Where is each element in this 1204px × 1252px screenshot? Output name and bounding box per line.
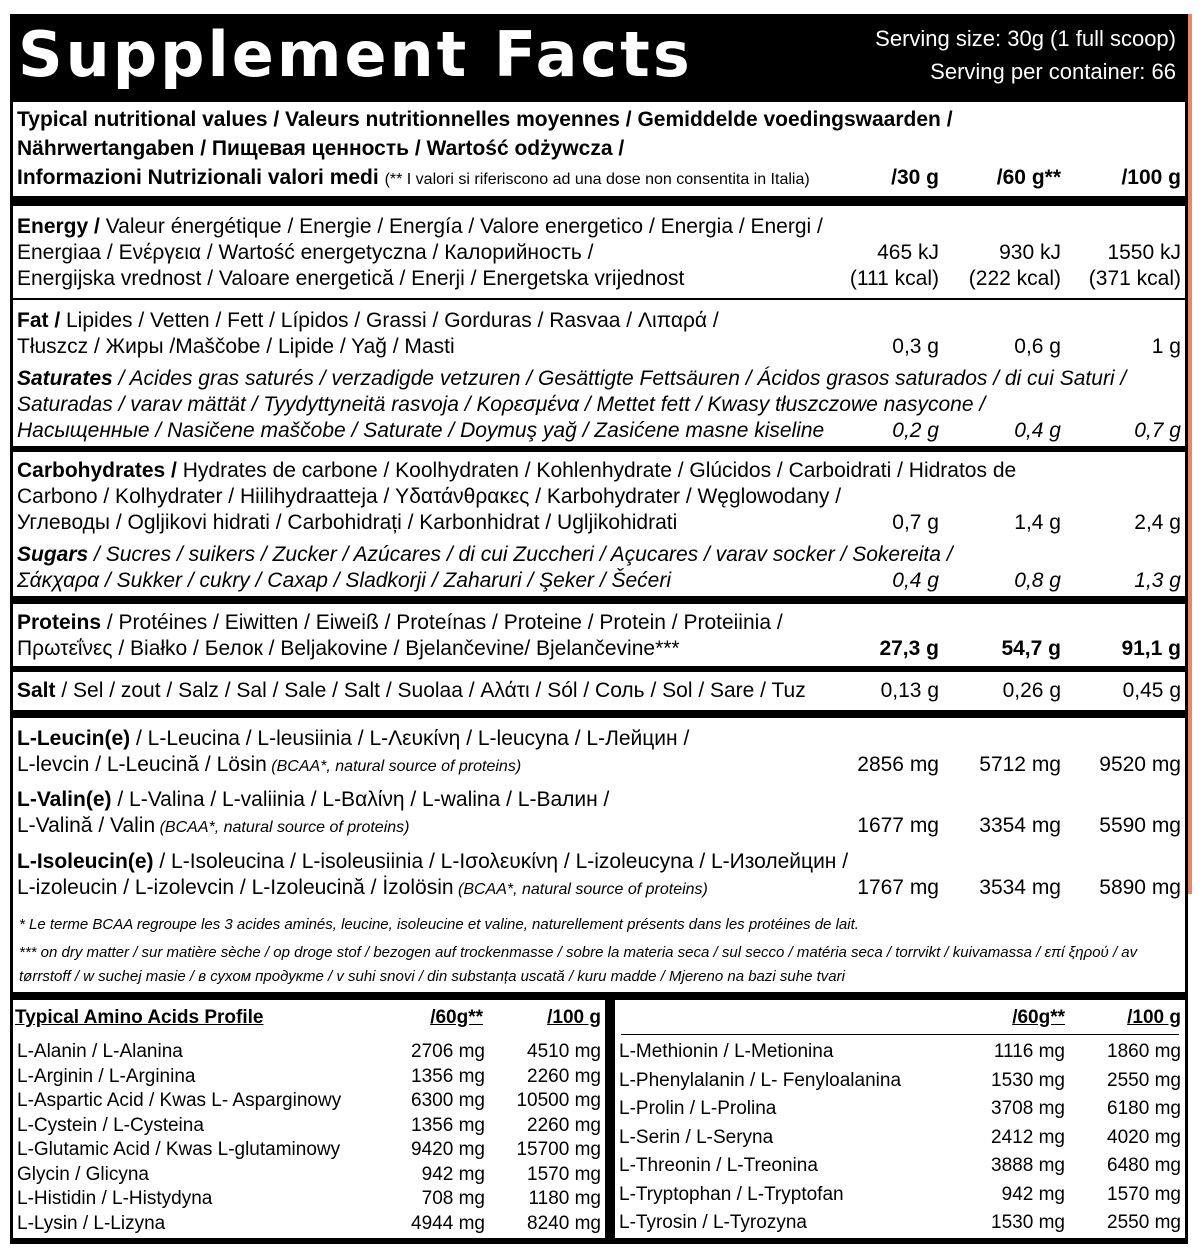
carbs-line-3: Углеводы / Ogljikovi hidrati / Carbohidrați / Karbonhidrat / Ugljikohidrati [17,511,678,534]
amino-acid-value-100g: 4020 mg [1107,1126,1181,1148]
energy-line-1: Energy / Valeur énergétique / Energie / Energía / Valore energetico / Energia / Energi / [17,215,823,238]
amino-acid-name: L-Phenylalanin / L- Fenyloalanina [619,1069,902,1091]
saturates-100: 0,7 g [1134,419,1181,442]
energy-kj-100: 1550 kJ [1107,241,1181,264]
amino-acid-name: L-Aspartic Acid / Kwas L- Asparginowy [17,1090,342,1111]
leucine-line-2: L-levcin / L-Leucină / Lösin (BCAA*, natural source of proteins) [17,753,522,776]
amino-right-col100-header: /100 g [1127,1007,1181,1028]
amino-acid-name: L-Serin / L-Seryna [619,1126,774,1148]
valine-line-1: L-Valin(e) / L-Valina / L-valiinia / L-Βαλίνη / L-walina / L-Валин / [17,788,610,811]
energy-kcal-100: (371 kcal) [1088,267,1181,290]
amino-acid-name: L-Methionin / L-Metionina [619,1041,834,1062]
amino-acid-value-100g: 1180 mg [528,1188,601,1209]
proteins-100: 91,1 g [1121,637,1181,660]
leucine-30: 2856 mg [857,753,939,776]
amino-acid-value-100g: 2260 mg [527,1065,601,1087]
amino-acid-name: L-Cystein / L-Cysteina [17,1114,204,1136]
saturates-60: 0,4 g [1014,419,1061,442]
amino-acid-value-100g: 1570 mg [1107,1183,1181,1205]
bcaa-section [13,718,1185,992]
panel-header [10,14,1188,100]
amino-acid-name: L-Threonin / L-Treonina [619,1155,818,1176]
proteins-line-2: Πρωτεΐνες / Białko / Белок / Beljakovine / Bjelančevine/ Bjelančevine*** [17,637,680,660]
header-line-2: Nährwertangaben / Пищевая ценность / Wartość odżywcza / [17,137,625,160]
energy-line-3: Energijska vrednost / Valoare energetică / Enerji / Energetska vrijednost [17,267,685,290]
header-line-1: Typical nutritional values / Valeurs nutritionnelles moyennes / Gemiddelde voedingswaarden / [17,108,953,131]
amino-acid-value-60g: 4944 mg [411,1212,485,1234]
valine-line-2: L-Valină / Valin (BCAA*, natural source of proteins) [17,814,410,837]
saturates-line-3: Насыщенные / Nasičene maščobe / Saturate / Doymuş yağ / Zasićene masne kiseline [17,419,825,442]
amino-acid-value-60g: 9420 mg [411,1139,485,1160]
amino-right-col60-header: /60g** [1012,1007,1065,1028]
proteins-30: 27,3 g [879,637,939,660]
sugars-line-2: Σάκχαρα / Sukker / cukry / Сахар / Sladkorji / Zaharuri / Şeker / Šećeri [17,569,672,592]
amino-acid-value-60g: 708 mg [421,1188,485,1209]
isoleucine-30: 1767 mg [857,876,939,899]
amino-acid-name: L-Glutamic Acid / Kwas L-glutaminowy [17,1139,341,1160]
amino-acid-value-60g: 2412 mg [991,1126,1065,1148]
serving-info [875,22,1176,88]
leucine-100: 9520 mg [1099,753,1181,776]
amino-acid-value-60g: 1530 mg [991,1212,1065,1233]
sugars-100: 1,3 g [1134,569,1181,592]
dry-matter-footnote-2: tørrstoff / w suchej masie / в сухом продукте / v suhi snovi / din substanța uscată / kuru madde / Mjereno na bazi suhe tvari [19,968,845,985]
amino-acid-value-60g: 942 mg [1001,1183,1065,1205]
amino-acid-value-60g: 1116 mg [993,1041,1065,1062]
amino-acid-value-60g: 6300 mg [411,1090,485,1111]
fat-30: 0,3 g [892,335,939,358]
energy-section [13,206,1185,298]
carbs-30: 0,7 g [892,511,939,534]
amino-acid-value-60g: 3888 mg [991,1155,1065,1176]
bcaa-footnote: * Le terme BCAA regroupe les 3 acides aminés, leucine, isoleucine et valine, naturellement présents dans les protéines de lait. [19,916,859,933]
amino-acid-name: L-Alanin / L-Alanina [17,1041,183,1062]
carbs-100: 2,4 g [1134,511,1181,534]
amino-acid-value-60g: 1530 mg [991,1069,1065,1091]
amino-acid-value-100g: 2550 mg [1107,1212,1181,1233]
nutrition-header-section [13,102,1185,196]
supplement-facts-panel [10,14,1188,1244]
amino-acid-value-100g: 10500 mg [516,1090,601,1111]
amino-acid-value-60g: 2706 mg [411,1041,485,1062]
col-100g-header: /100 g [1121,166,1181,189]
energy-kj-30: 465 kJ [877,241,939,264]
amino-acid-name: L-Tyrosin / L-Tyrozyna [619,1212,807,1233]
saturates-line-1: Saturates / Acides gras saturés / verzadigde vetzuren / Gesättigte Fettsäuren / Ácidos grasos saturados / di cui Saturi / [17,367,1127,390]
energy-line-2: Energiaa / Ενέργεια / Wartość energetyczna / Калорийность / [17,241,594,264]
isoleucine-60: 3534 mg [979,876,1061,899]
salt-line: Salt / Sel / zout / Salz / Sal / Sale / Salt / Suolaa / Αλάτι / Sól / Соль / Sol / Sare / Tuz [17,679,806,702]
carbs-line-1: Carbohydrates / Hydrates de carbone / Koolhydraten / Kohlenhydrate / Glúcidos / Carboidrati / Hidratos de [17,459,1017,482]
saturates-30: 0,2 g [892,419,939,442]
proteins-line-1: Proteins / Protéines / Eiwitten / Eiweiß / Proteínas / Proteine / Protein / Proteiinia / [17,611,783,634]
valine-100: 5590 mg [1099,814,1181,837]
amino-profile-title: Typical Amino Acids Profile [15,1007,264,1028]
carbs-line-2: Carbono / Kolhydrater / Hiilihydraatteja / Υδατάνθρακες / Karbohydrater / Węglowodany / [17,485,842,508]
salt-100: 0,45 g [1122,679,1181,702]
amino-right-divider [621,1034,1179,1035]
salt-section [13,672,1185,710]
amino-acid-value-100g: 2260 mg [527,1114,601,1136]
col-60g-header: /60 g** [996,166,1061,189]
amino-acid-value-100g: 2550 mg [1107,1069,1181,1091]
amino-acid-value-60g: 1356 mg [411,1065,485,1087]
carbs-60: 1,4 g [1014,511,1061,534]
amino-acid-name: L-Histidin / L-Histydyna [17,1188,213,1209]
amino-acid-name: Glycin / Glicyna [17,1163,149,1185]
amino-acid-value-60g: 1356 mg [411,1114,485,1136]
fat-line-2: Tłuszcz / Жиры /Maščobe / Lipide / Yağ / Masti [17,335,455,358]
amino-acid-name: L-Prolin / L-Prolina [619,1098,777,1119]
sugars-30: 0,4 g [892,569,939,592]
salt-30: 0,13 g [880,679,939,702]
amino-acid-value-100g: 4510 mg [527,1041,601,1062]
amino-profile-right [615,1000,1185,1238]
valine-30: 1677 mg [857,814,939,837]
isoleucine-100: 5890 mg [1099,876,1181,899]
servings-per-container: Serving per container: 66 [930,59,1176,84]
dry-matter-footnote-1: *** on dry matter / sur matière sèche / op droge stof / bezogen auf trockenmasse / sobre la materia seca / sul secco / matéria seca / torrvikt / kuivamassa / επί ξηρού / av [19,944,1138,961]
amino-acid-value-100g: 15700 mg [516,1139,601,1160]
fat-line-1: Fat / Lipides / Vetten / Fett / Lípidos / Grassi / Gorduras / Rasvaa / Λιπαρά / [17,309,719,332]
proteins-section [13,604,1185,666]
fat-100: 1 g [1151,335,1181,358]
amino-left-col100-header: /100 g [547,1007,601,1028]
orange-edge-strip [1188,14,1192,894]
amino-acid-name: L-Tryptophan / L-Tryptofan [619,1183,844,1205]
amino-acid-value-100g: 8240 mg [527,1212,601,1234]
amino-acid-value-60g: 3708 mg [991,1098,1065,1119]
amino-acid-value-100g: 6480 mg [1107,1155,1181,1176]
fat-section [13,300,1185,446]
sugars-line-1: Sugars / Sucres / suikers / Zucker / Azúcares / di cui Zuccheri / Açucares / varav socker / Sokereita / [17,543,953,566]
amino-profile-left [13,1000,605,1238]
amino-acid-name: L-Lysin / L-Lizyna [17,1212,166,1234]
proteins-60: 54,7 g [1001,637,1061,660]
leucine-line-1: L-Leucin(e) / L-Leucina / L-leusiinia / L-Λευκίνη / L-leucyna / L-Лейцин / [17,727,690,750]
sugars-60: 0,8 g [1014,569,1061,592]
amino-acid-value-100g: 6180 mg [1107,1098,1181,1119]
amino-acid-name: L-Arginin / L-Arginina [17,1065,196,1087]
amino-acid-value-60g: 942 mg [421,1163,485,1185]
serving-size: Serving size: 30g (1 full scoop) [875,26,1176,51]
page-title: Supplement Facts [18,18,693,91]
energy-kcal-30: (111 kcal) [849,267,939,290]
amino-acid-value-100g: 1860 mg [1107,1041,1181,1062]
col-30g-header: /30 g [891,166,939,189]
saturates-line-2: Saturadas / varav mättät / Tyydyttyneitä rasvoja / Κορεσμένα / Mettet fett / Kwasy tłuszczowe nasycone / [17,393,986,416]
energy-kcal-60: (222 kcal) [968,267,1061,290]
isoleucine-line-1: L-Isoleucin(e) / L-Isoleucina / L-isoleusiinia / L-Ισολευκίνη / L-izoleucyna / L-Изолейцин / [17,850,849,873]
valine-60: 3354 mg [979,814,1061,837]
carbohydrates-section [13,452,1185,596]
salt-60: 0,26 g [1002,679,1061,702]
leucine-60: 5712 mg [979,753,1061,776]
header-line-3: Informazioni Nutrizionali valori medi (** I valori si riferiscono ad una dose non consentita in Italia) [17,166,810,189]
energy-kj-60: 930 kJ [999,241,1061,264]
amino-acid-value-100g: 1570 mg [527,1163,601,1185]
fat-60: 0,6 g [1014,335,1061,358]
amino-left-col60-header: /60g** [430,1007,483,1028]
isoleucine-line-2: L-izoleucin / L-izolevcin / L-Izoleucină / İzolösin (BCAA*, natural source of proteins) [17,876,708,899]
